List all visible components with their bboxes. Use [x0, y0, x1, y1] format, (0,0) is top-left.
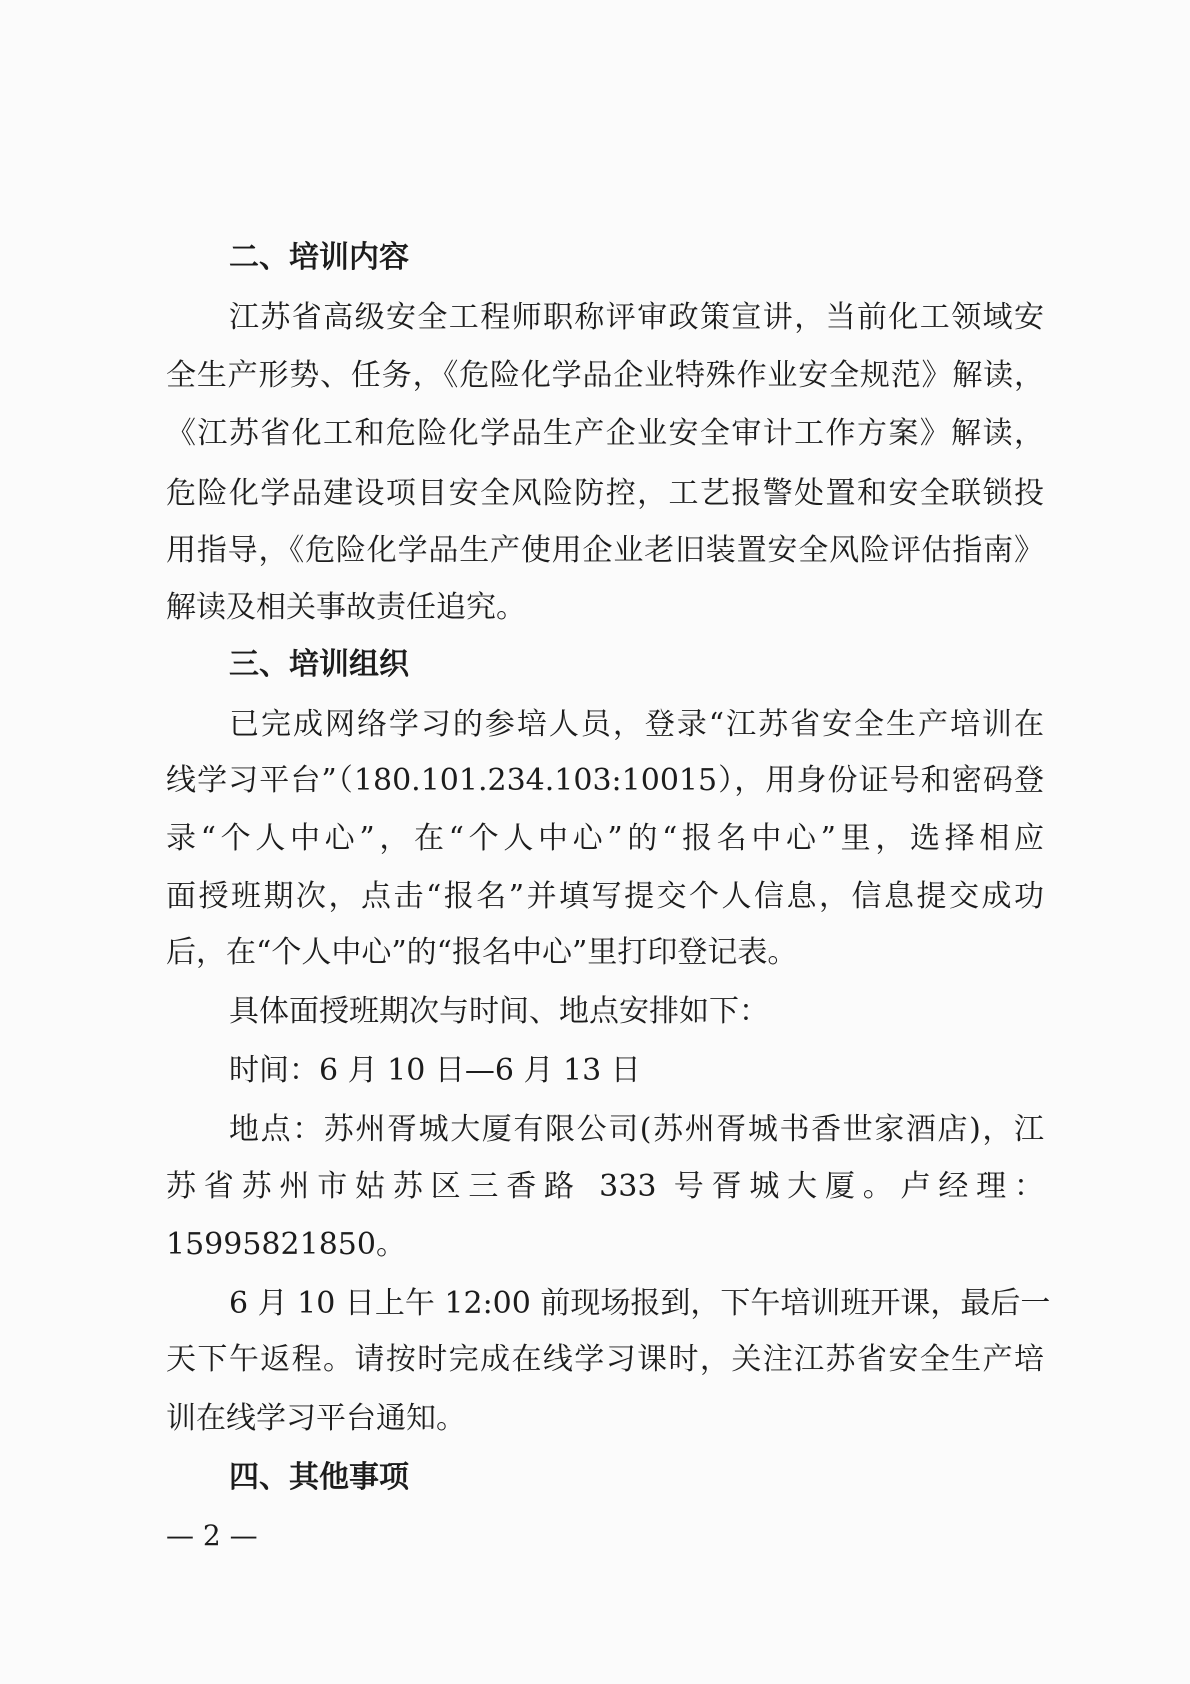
paragraph-line: 《江苏省化工和危险化学品生产企业安全审计工作方案》解读， [166, 416, 1044, 451]
section-heading-training-organization: 三、培训组织 [229, 647, 409, 682]
section-heading-other-matters: 四、其他事项 [229, 1460, 409, 1495]
paragraph-line: 录“个人中心”，在“个人中心”的“报名中心”里，选择相应 [166, 821, 1044, 856]
contact-phone: 15995821850。 [166, 1227, 406, 1262]
paragraph-line: 用指导，《危险化学品生产使用企业老旧装置安全风险评估指南》 [166, 533, 1044, 568]
paragraph-line: 已完成网络学习的参培人员，登录“江苏省安全生产培训在 [229, 707, 1044, 742]
paragraph-line: 具体面授班期次与时间、地点安排如下： [229, 994, 769, 1029]
paragraph-line: 后，在“个人中心”的“报名中心”里打印登记表。 [166, 935, 798, 970]
paragraph-line: 训在线学习平台通知。 [166, 1401, 466, 1436]
paragraph-line: 全生产形势、任务，《危险化学品企业特殊作业安全规范》解读， [166, 358, 1044, 393]
paragraph-line: 面授班期次，点击“报名”并填写提交个人信息，信息提交成功 [166, 879, 1044, 914]
paragraph-line: 苏省苏州市姑苏区三香路 333 号胥城大厦。卢经理： [166, 1169, 1044, 1204]
section-heading-training-content: 二、培训内容 [229, 240, 409, 275]
paragraph-line: 天下午返程。请按时完成在线学习课时，关注江苏省安全生产培 [166, 1342, 1044, 1377]
paragraph-line: 6 月 10 日上午 12:00 前现场报到，下午培训班开课，最后一 [229, 1286, 1051, 1321]
page-number: — 2 — [166, 1519, 258, 1552]
paragraph-line: 江苏省高级安全工程师职称评审政策宣讲，当前化工领域安 [229, 300, 1044, 335]
paragraph-line: 线学习平台”（180.101.234.103:10015），用身份证号和密码登 [166, 763, 1044, 798]
paragraph-line: 解读及相关事故责任追究。 [166, 590, 526, 625]
training-time: 时间：6 月 10 日—6 月 13 日 [229, 1053, 641, 1088]
paragraph-line: 危险化学品建设项目安全风险防控，工艺报警处置和安全联锁投 [166, 476, 1044, 511]
training-location: 地点：苏州胥城大厦有限公司(苏州胥城书香世家酒店)，江 [229, 1112, 1044, 1147]
